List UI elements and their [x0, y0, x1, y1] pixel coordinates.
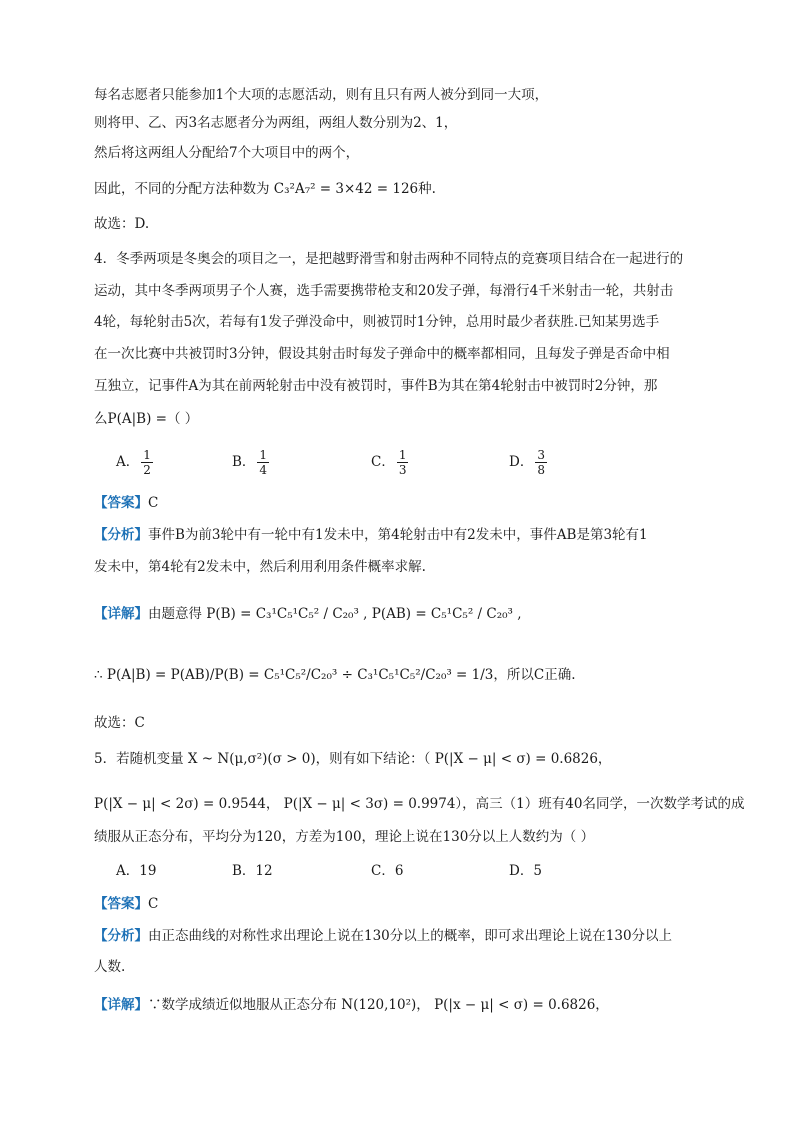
q5-option-b: B．12 — [232, 863, 273, 879]
option-a-num: 1 — [143, 448, 151, 462]
option-b-den: 4 — [259, 463, 268, 477]
detail-tag-5: 【详解】 — [94, 997, 148, 1013]
solution-line-2: 则将甲、乙、丙3名志愿者分为两组，两组人数分别为2、1， — [94, 115, 458, 131]
solution-line-4: 因此，不同的分配方法种数为 C₃²A₇² = 3×42 = 126种. — [94, 181, 436, 197]
question-4-analysis-1 — [94, 524, 734, 546]
analysis-text: 事件B为前3轮中有一轮中有1发未中，第4轮射击中有2发未中，事件AB是第3轮有1 — [148, 527, 648, 543]
option-b — [232, 448, 271, 477]
option-b-fraction — [257, 448, 269, 477]
option-c — [371, 448, 410, 477]
question-4-line-2: 运动，其中冬季两项男子个人赛，选手需要携带枪支和20发子弹，每滑行4千米射击一轮，共射击 — [94, 283, 674, 299]
option-c-num: 1 — [398, 448, 407, 462]
q5-option-c: C．6 — [371, 863, 404, 879]
question-5-detail — [94, 994, 734, 1016]
option-c-label: C． — [371, 454, 395, 470]
answer-value-5: C — [148, 896, 159, 912]
question-5-analysis-2: 人数. — [94, 959, 126, 975]
question-4-line-1: 4．冬季两项是冬奥会的项目之一，是把越野滑雪和射击两种不同特点的竞赛项目结合在一起进行的 — [94, 251, 684, 267]
analysis-text-5: 由正态曲线的对称性求出理论上说在130分以上的概率，即可求出理论上说在130分以上 — [148, 928, 673, 944]
option-a-fraction — [141, 448, 153, 477]
analysis-tag-5: 【分析】 — [94, 928, 148, 944]
question-4-select: 故选：C — [94, 715, 145, 731]
option-a-den: 2 — [143, 463, 151, 477]
option-b-num: 1 — [259, 448, 268, 462]
question-5-line-2: P(|X − μ| < 2σ) = 0.9544， P(|X − μ| < 3σ) = 0.9974），高三（1）班有40名同学，一次数学考试的成 — [94, 796, 745, 812]
question-5-line-3: 绩服从正态分布，平均分为120，方差为100，理论上说在130分以上人数约为（ ） — [94, 829, 595, 845]
question-4-answer — [94, 492, 734, 514]
option-c-den: 3 — [398, 463, 407, 477]
question-4-line-5: 互独立，记事件A为其在前两轮射击中没有被罚时，事件B为其在第4轮射击中被罚时2分钟，那 — [94, 378, 658, 394]
select-answer-prev: 故选：D. — [94, 216, 150, 232]
question-5-analysis-1 — [94, 925, 734, 947]
option-a-label: A． — [116, 454, 140, 470]
detail-text-5: ∵数学成绩近似地服从正态分布 N(120,10²)， P(|x − μ| < σ) = 0.6826， — [148, 997, 609, 1013]
option-d-label: D． — [509, 454, 534, 470]
answer-value: C — [148, 495, 159, 511]
detail-tag: 【详解】 — [94, 606, 148, 622]
option-b-label: B． — [232, 454, 256, 470]
answer-tag: 【答案】 — [94, 495, 148, 511]
solution-line-3: 然后将这两组人分配给7个大项目中的两个， — [94, 145, 360, 161]
option-d-num: 3 — [537, 448, 545, 462]
answer-tag-5: 【答案】 — [94, 896, 148, 912]
option-d-den: 8 — [537, 463, 545, 477]
solution-line-1: 每名志愿者只能参加1个大项的志愿活动，则有且只有两人被分到同一大项， — [94, 87, 549, 103]
question-4-line-6: 么P(A|B) =（ ） — [94, 411, 199, 427]
option-a — [116, 448, 155, 477]
q5-option-d: D．5 — [509, 863, 542, 879]
question-5-answer — [94, 893, 734, 915]
option-c-fraction — [397, 448, 409, 477]
q5-option-a: A．19 — [116, 863, 157, 879]
question-4-line-4: 在一次比赛中共被罚时3分钟，假设其射击时每发子弹命中的概率都相同，且每发子弹是否命中相 — [94, 346, 670, 362]
question-4-options — [116, 448, 676, 488]
question-5-options — [116, 858, 676, 884]
question-4-detail-1 — [94, 603, 734, 625]
question-5-line-1: 5．若随机变量 X ~ N(μ,σ²)(σ > 0)，则有如下结论：（ P(|X − μ| < σ) = 0.6826， — [94, 751, 612, 767]
question-4-line-3: 4轮，每轮射击5次，若每有1发子弹没命中，则被罚时1分钟，总用时最少者获胜.已知某男选手 — [94, 314, 660, 330]
question-4-detail-2: ∴ P(A|B) = P(AB)/P(B) = C₅¹C₅²/C₂₀³ ÷ C₃¹C₅¹C₅²/C₂₀³ = 1/3，所以C正确. — [94, 667, 576, 683]
option-d-fraction — [535, 448, 547, 477]
question-4-analysis-2: 发未中，第4轮有2发未中，然后利用利用条件概率求解. — [94, 559, 426, 575]
detail-text: 由题意得 P(B) = C₃¹C₅¹C₅² / C₂₀³ , P(AB) = C₅¹C₅² / C₂₀³ , — [148, 606, 522, 622]
option-d — [509, 448, 549, 477]
analysis-tag: 【分析】 — [94, 527, 148, 543]
